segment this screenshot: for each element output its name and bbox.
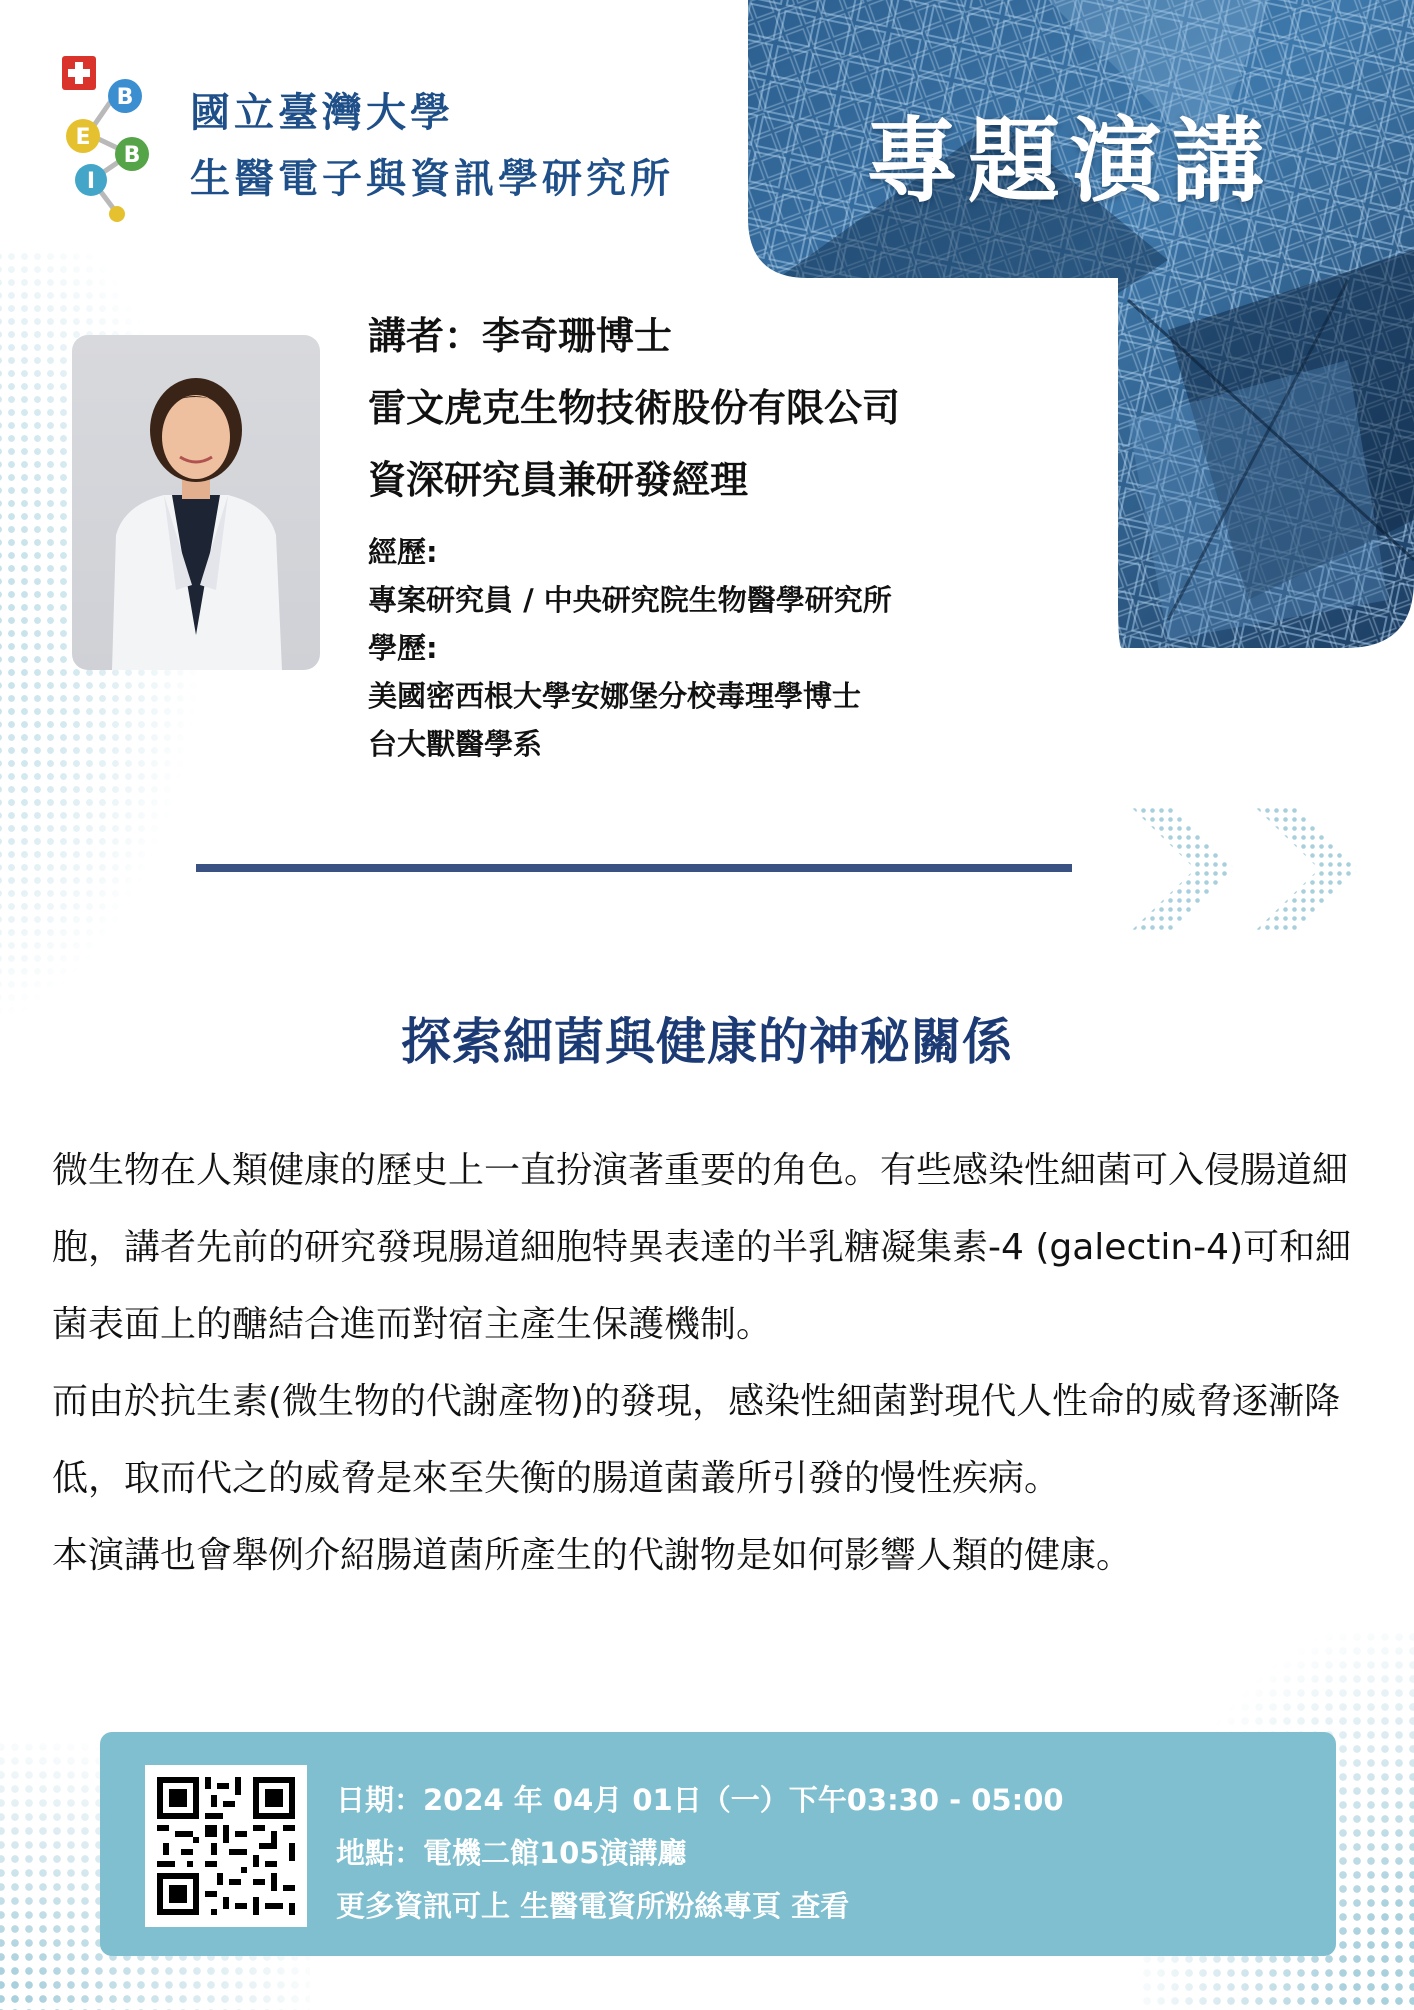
experience-label: 經歷:: [368, 535, 438, 569]
speaker-info: [368, 300, 900, 768]
svg-text:I: I: [86, 169, 96, 194]
svg-text:B: B: [123, 143, 141, 168]
more-info-link[interactable]: 更多資訊可上 生醫電資所粉絲專頁 查看: [336, 1889, 850, 1923]
qr-code[interactable]: [145, 1765, 307, 1927]
abstract-paragraph: 而由於抗生素(微生物的代謝產物)的發現，感染性細菌對現代人性命的威脅逐漸降低，取而代之的威脅是來至失衡的腸道菌叢所引發的慢性疾病。: [52, 1381, 1341, 1499]
speaker-name: 講者：李奇珊博士: [368, 314, 673, 358]
event-details: [336, 1774, 1064, 1933]
chevron-right-icon: [1254, 806, 1364, 932]
talk-abstract: [52, 1132, 1382, 1594]
svg-text:E: E: [75, 125, 91, 150]
event-type-title: 專題演講: [865, 107, 1274, 215]
institution-line-2: 生醫電子與資訊學研究所: [190, 155, 674, 202]
education-item: 台大獸醫學系: [368, 727, 543, 761]
event-location: 地點：電機二館105演講廳: [336, 1836, 687, 1870]
event-date: 日期：2024 年 04月 01日（一）下午03:30 - 05:00: [336, 1783, 1064, 1817]
speaker-position: 資深研究員兼研發經理: [368, 458, 749, 502]
education-label: 學歷:: [368, 631, 438, 665]
institution-name: [190, 80, 674, 212]
svg-text:B: B: [116, 85, 134, 110]
speaker-company: 雷文虎克生物技術股份有限公司: [368, 386, 901, 430]
institution-line-1: 國立臺灣大學: [190, 89, 454, 136]
speaker-photo: [72, 335, 320, 670]
experience-item: 專案研究員 / 中央研究院生物醫學研究所: [368, 583, 892, 617]
talk-title: 探索細菌與健康的神秘關係: [401, 1013, 1013, 1071]
abstract-paragraph: 微生物在人類健康的歷史上一直扮演著重要的角色。有些感染性細菌可入侵腸道細胞，講者先前的研究發現腸道細胞特異表達的半乳糖凝集素-4 (galectin-4)可和細菌表面上的醣結合進而對宿主產生保護機制。: [52, 1150, 1352, 1345]
education-item: 美國密西根大學安娜堡分校毒理學博士: [368, 679, 862, 713]
ebei-logo: [58, 54, 158, 224]
section-divider: [196, 864, 1072, 872]
abstract-paragraph: 本演講也會舉例介紹腸道菌所產生的代謝物是如何影響人類的健康。: [52, 1535, 1133, 1576]
chevron-right-icon: [1130, 806, 1240, 932]
